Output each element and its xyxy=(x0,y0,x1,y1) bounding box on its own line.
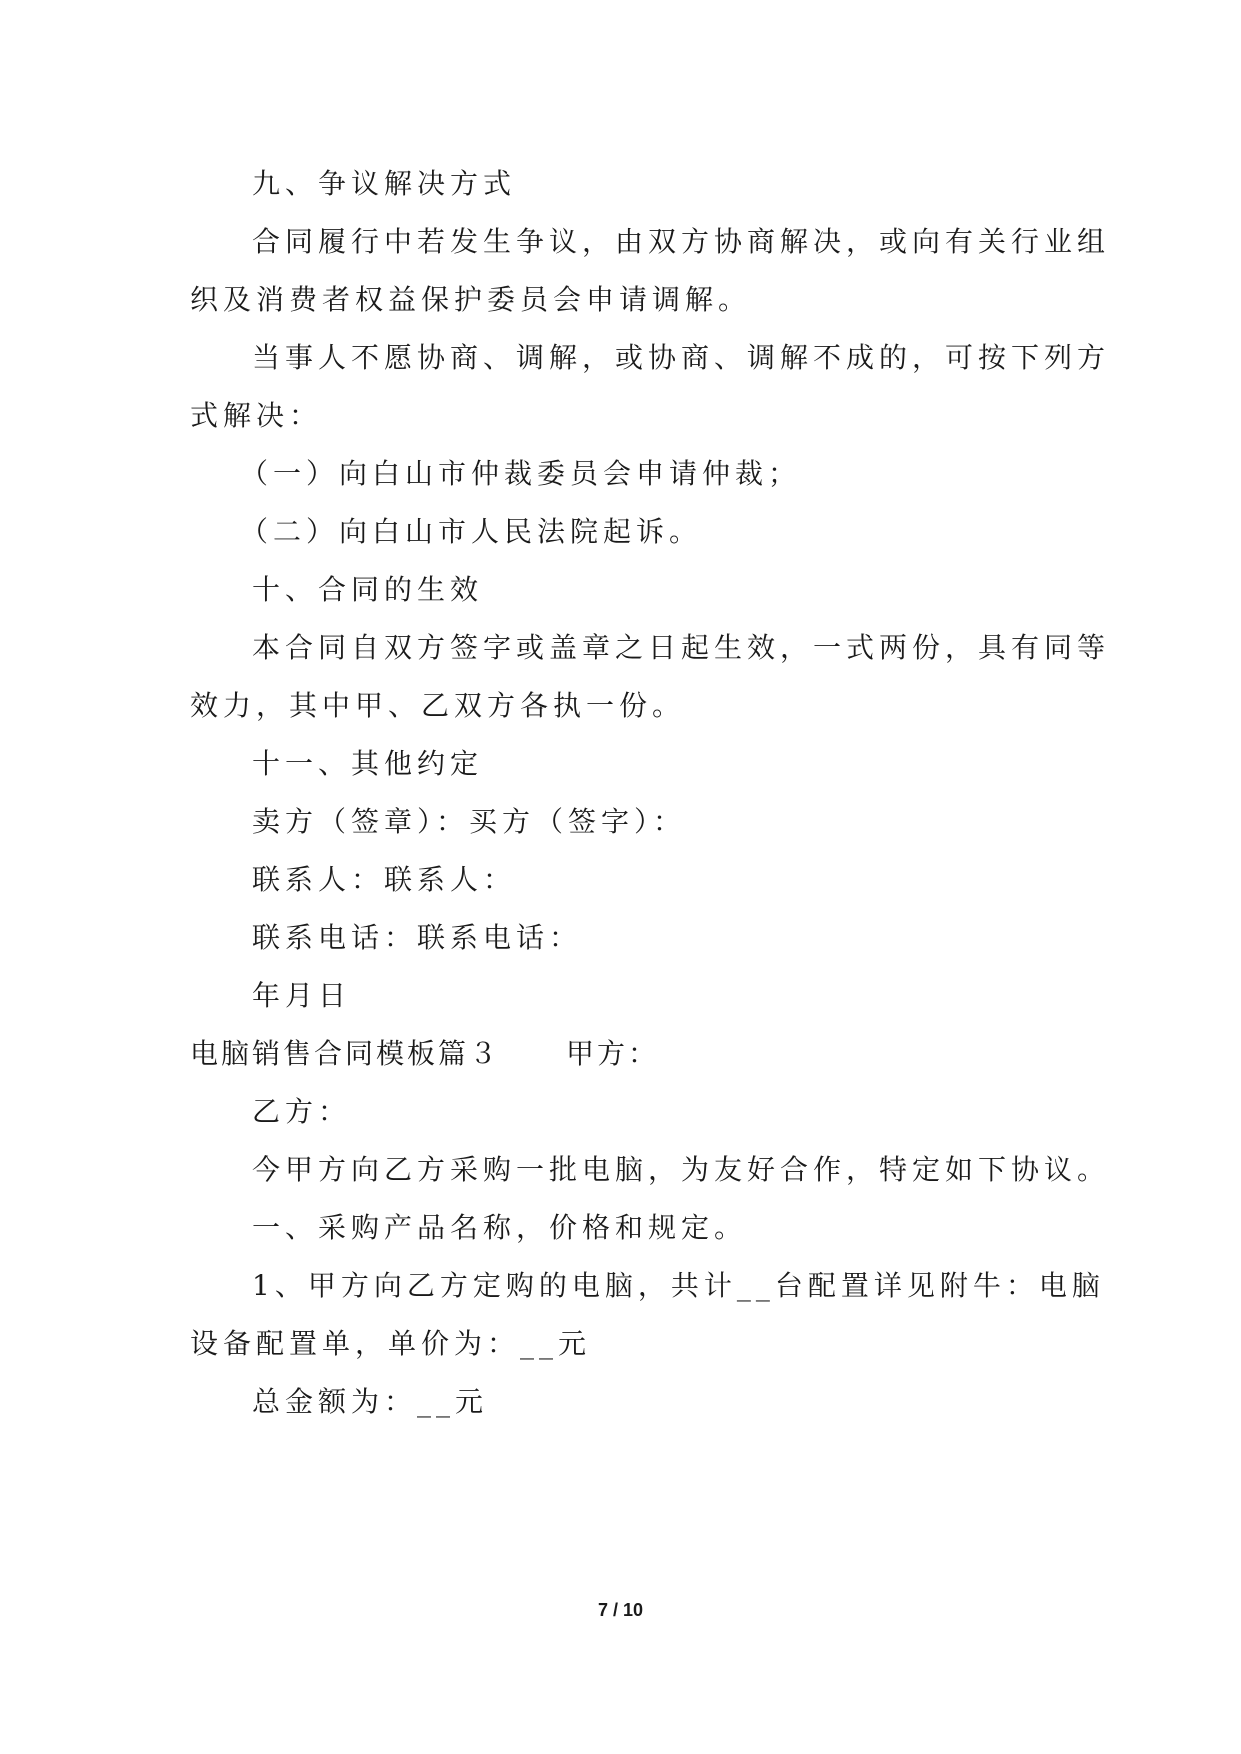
paragraph-line: 本合同自双方签字或盖章之日起生效，一式两份，具有同等 xyxy=(252,631,1111,664)
party-a-label: 甲方： xyxy=(566,1037,660,1070)
paragraph-line: 合同履行中若发生争议，由双方协商解决，或向有关行业组 xyxy=(252,225,1111,258)
party-b-label: 乙方： xyxy=(252,1095,352,1128)
list-item: （二）向白山市人民法院起诉。 xyxy=(240,515,703,548)
page-number: 7 / 10 xyxy=(597,1600,644,1620)
paragraph-line: 织及消费者权益保护委员会申请调解。 xyxy=(190,283,752,316)
list-item: （一）向白山市仲裁委员会申请仲裁； xyxy=(240,457,802,490)
template-title-row xyxy=(190,1034,659,1074)
section-heading-dispute: 九、争议解决方式 xyxy=(252,167,517,200)
date-line: 年月日 xyxy=(252,979,352,1012)
paragraph-line: 设备配置单，单价为：__元 xyxy=(190,1327,592,1360)
paragraph-line: 总金额为：__元 xyxy=(252,1385,489,1418)
paragraph-line: 当事人不愿协商、调解，或协商、调解不成的，可按下列方 xyxy=(252,341,1111,374)
section-heading-products: 一、采购产品名称，价格和规定。 xyxy=(252,1211,748,1244)
section-heading-other: 十一、其他约定 xyxy=(252,747,484,780)
phone-line: 联系电话：联系电话： xyxy=(252,921,583,954)
template-title: 电脑销售合同模板篇３ xyxy=(190,1037,501,1070)
paragraph-line: 今甲方向乙方采购一批电脑，为友好合作，特定如下协议。 xyxy=(252,1153,1111,1186)
paragraph-line: 效力，其中甲、乙双方各执一份。 xyxy=(190,689,686,722)
section-heading-effect: 十、合同的生效 xyxy=(252,573,484,606)
paragraph-line: 1、甲方向乙方定购的电脑，共计__台配置详见附牛：电脑 xyxy=(252,1269,1105,1302)
paragraph-line: 式解决： xyxy=(190,399,323,432)
signature-line: 卖方（签章）：买方（签字）： xyxy=(252,805,687,838)
contact-line: 联系人：联系人： xyxy=(252,863,517,896)
